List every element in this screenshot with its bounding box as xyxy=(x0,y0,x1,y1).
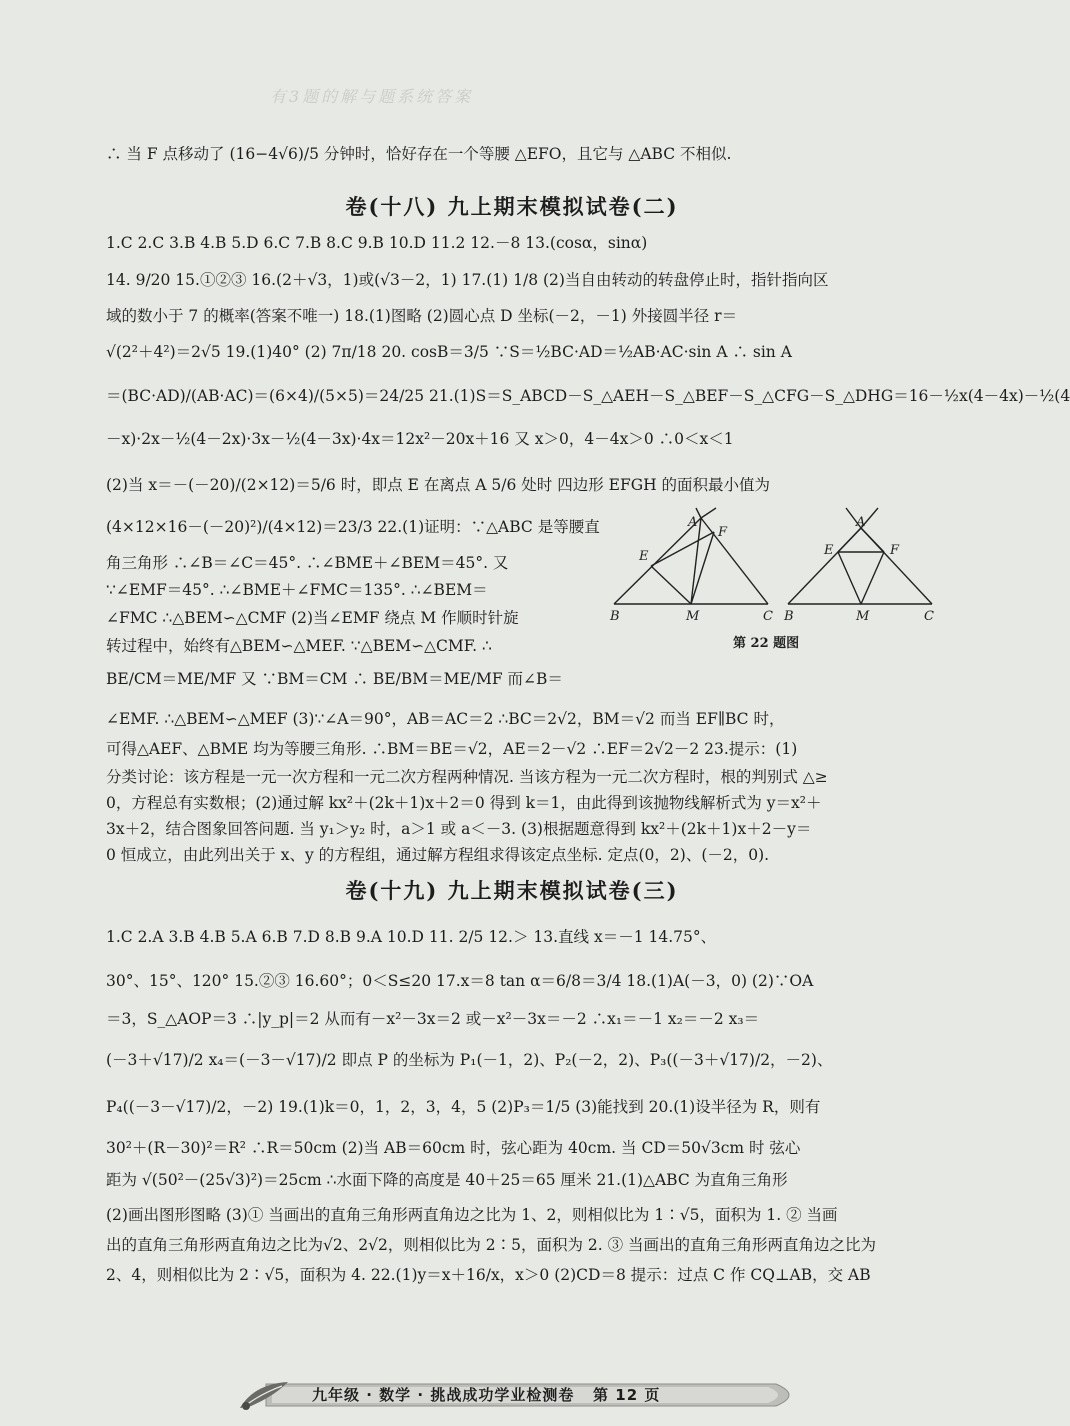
s19-line-5: P₄((－3－√17)/2，－2) 19.(1)k＝0，1，2，3，4，5 (2)P₃＝1/5 (3)能找到 20.(1)设半径为 R，则有 xyxy=(106,1098,821,1116)
intro-line: ∴ 当 F 点移动了 (16−4√6)/5 分钟时，恰好存在一个等腰 △EFO，且它与 △ABC 不相似. xyxy=(106,145,732,163)
fig-label-left-b: B xyxy=(610,609,620,624)
s18-left-line-1: (4×12×16－(－20)²)/(4×12)＝23/3 22.(1)证明：∵△ABC 是等腰直 xyxy=(106,518,600,536)
s19-line-1: 1.C 2.A 3.B 4.B 5.A 6.B 7.D 8.B 9.A 10.D 11. 2/5 12.＞ 13.直线 x＝－1 14.75°、 xyxy=(106,928,717,946)
s18-tail-line-4: 0，方程总有实数根；(2)通过解 kx²＋(2k＋1)x＋2＝0 得到 k＝1，由此得到该抛物线解析式为 y＝x²＋ xyxy=(106,794,822,812)
s19-line-4: (－3＋√17)/2 x₄＝(－3－√17)/2 即点 P 的坐标为 P₁(－1，2)、P₂(－2，2)、P₃((－3＋√17)/2，－2)、 xyxy=(106,1051,833,1069)
s18-tail-line-5: 3x＋2，结合图象回答问题. 当 y₁＞y₂ 时，a＞1 或 a＜－3. (3)根据题意得到 kx²＋(2k＋1)x＋2－y＝ xyxy=(106,820,812,838)
s18-left-line-2: 角三角形 ∴∠B＝∠C＝45°. ∴∠BME＋∠BEM＝45°. 又 xyxy=(106,554,509,572)
s19-line-2: 30°、15°、120° 15.②③ 16.60°；0＜S≤20 17.x＝8 tan α＝6/8＝3/4 18.(1)A(－3，0) (2)∵OA xyxy=(106,972,814,990)
fig-label-left-m: M xyxy=(686,609,700,624)
fig-label-left-a: A xyxy=(688,515,698,530)
s18-tail-line-1: ∠EMF. ∴△BEM∽△MEF (3)∵∠A＝90°，AB＝AC＝2 ∴BC＝2√2，BM＝√2 而当 EF∥BC 时， xyxy=(106,710,785,728)
footer-series: 挑战成功学业检测卷 xyxy=(430,1386,575,1404)
s18-tail-line-6: 0 恒成立，由此列出关于 x、y 的方程组，通过解方程组求得该定点坐标. 定点(0，2)、(－2，0). xyxy=(106,846,770,864)
s19-line-3: ＝3，S_△AOP＝3 ∴|y_p|＝2 从而有－x²－3x＝2 或－x²－3x＝－2 ∴x₁＝－1 x₂＝－2 x₃＝ xyxy=(106,1010,760,1028)
s18-line-4: √(2²＋4²)＝2√5 19.(1)40° (2) 7π/18 20. cosB＝3/5 ∵S＝½BC·AD＝½AB·AC·sin A ∴ sin A xyxy=(106,343,792,361)
s18-line-7: (2)当 x＝－(－20)/(2×12)＝5/6 时，即点 E 在离点 A 5/6 处时 四边形 EFGH 的面积最小值为 xyxy=(106,476,771,494)
s18-left-line-3: ∵∠EMF＝45°. ∴∠BME＋∠FMC＝135°. ∴∠BEM＝ xyxy=(106,581,488,599)
section-18-title: 卷(十八) 九上期末模拟试卷(二) xyxy=(345,194,679,219)
footer-page-suffix: 页 xyxy=(644,1386,661,1404)
footer-page-number: 12 xyxy=(615,1386,639,1404)
fig-label-left-e: E xyxy=(639,549,649,564)
s18-line-6: －x)·2x－½(4－2x)·3x－½(4－3x)·4x＝12x²－20x＋16 又 x＞0，4－4x＞0 ∴0＜x＜1 xyxy=(106,430,734,448)
fig-label-right-e: E xyxy=(824,543,834,558)
fig-label-right-m: M xyxy=(856,609,870,624)
footer-text: 九年级 · 数学 · 挑战成功学业检测卷 第 12 页 xyxy=(312,1386,661,1404)
s18-left-line-5: 转过程中，始终有△BEM∽△MEF. ∵△BEM∽△CMF. ∴ xyxy=(106,637,492,655)
s19-line-9: 出的直角三角形两直角边之比为√2、2√2，则相似比为 2∶5，面积为 2. ③ 当画出的直角三角形两直角边之比为 xyxy=(106,1236,877,1254)
s18-line-2: 14. 9/20 15.①②③ 16.(2＋√3，1)或(√3－2，1) 17.(1) 1/8 (2)当自由转动的转盘停止时，指针指向区 xyxy=(106,271,829,289)
watermark-text: 有3题的解与题系统答案 xyxy=(270,87,474,106)
figure-22-caption: 第 22 题图 xyxy=(733,636,800,651)
fig-label-right-a: A xyxy=(856,515,866,530)
s19-line-6: 30²＋(R－30)²＝R² ∴R＝50cm (2)当 AB＝60cm 时，弦心距为 40cm. 当 CD＝50√3cm 时 弦心 xyxy=(106,1139,801,1157)
s18-line-5: ＝(BC·AD)/(AB·AC)＝(6×4)/(5×5)＝24/25 21.(1)S＝S_ABCD－S_△AEH－S_△BEF－S_△CFG－S_△DHG＝16－½x(4－4x)－½(4 xyxy=(106,387,1070,405)
fig-label-right-c: C xyxy=(924,609,934,624)
s19-line-7: 距为 √(50²－(25√3)²)＝25cm ∴水面下降的高度是 40＋25＝65 厘米 21.(1)△ABC 为直角三角形 xyxy=(106,1171,788,1189)
s18-left-line-6: BE/CM＝ME/MF 又 ∵BM＝CM ∴ BE/BM＝ME/MF 而∠B＝ xyxy=(106,670,563,688)
footer-subject: 数学 xyxy=(379,1386,412,1404)
s18-tail-line-3: 分类讨论：该方程是一元一次方程和一元二次方程两种情况. 当该方程为一元二次方程时，根的判别式 △≥ xyxy=(106,768,828,786)
fig-label-right-f: F xyxy=(890,543,900,558)
s18-line-3: 域的数小于 7 的概率(答案不唯一) 18.(1)图略 (2)圆心点 D 坐标(－2，－1) 外接圆半径 r＝ xyxy=(106,307,738,325)
s18-line-1: 1.C 2.C 3.B 4.B 5.D 6.C 7.B 8.C 9.B 10.D 11.2 12.－8 13.(cosα，sinα) xyxy=(106,234,648,252)
s19-line-8: (2)画出图形图略 (3)① 当画出的直角三角形两直角边之比为 1、2，则相似比为 1∶√5，面积为 1. ② 当画 xyxy=(106,1206,838,1224)
s18-tail-line-2: 可得△AEF、△BME 均为等腰三角形. ∴BM＝BE＝√2，AE＝2－√2 ∴EF＝2√2－2 23.提示：(1) xyxy=(106,740,798,758)
fig-label-left-c: C xyxy=(763,609,773,624)
s18-left-line-4: ∠FMC ∴△BEM∽△CMF (2)当∠EMF 绕点 M 作顺时针旋 xyxy=(106,609,519,627)
s19-line-10: 2、4，则相似比为 2∶√5，面积为 4. 22.(1)y＝x＋16/x，x＞0 (2)CD＝8 提示：过点 C 作 CQ⊥AB，交 AB xyxy=(106,1266,871,1284)
section-19-title: 卷(十九) 九上期末模拟试卷(三) xyxy=(345,878,679,903)
fig-label-left-f: F xyxy=(718,525,728,540)
fig-label-right-b: B xyxy=(784,609,794,624)
footer-page-prefix: 第 xyxy=(593,1386,610,1404)
footer-grade: 九年级 xyxy=(312,1386,361,1404)
